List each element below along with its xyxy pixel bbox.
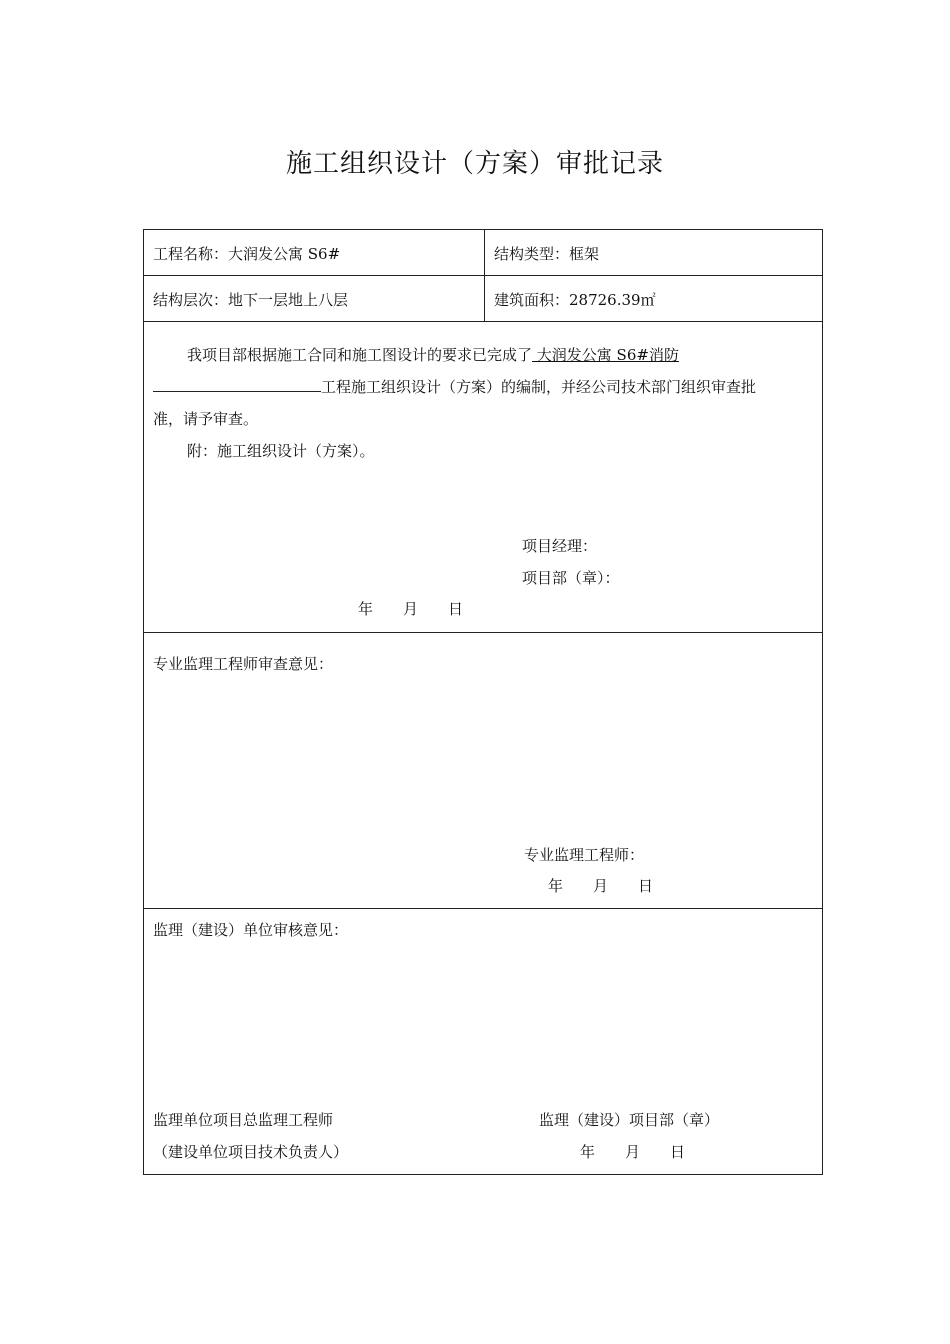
- application-date: 年 月 日: [358, 600, 464, 618]
- row-divider: [144, 632, 822, 633]
- column-divider: [484, 230, 485, 321]
- project-fill-in: 大润发公寓 S6#消防: [532, 346, 679, 364]
- unit-dept-seal-label: 监理（建设）项目部（章）: [539, 1111, 720, 1129]
- application-line-1-prefix: 我项目部根据施工合同和施工图设计的要求已完成了: [187, 346, 533, 364]
- engineer-signer-label: 专业监理工程师：: [524, 846, 645, 864]
- chief-engineer-label: 监理单位项目总监理工程师: [153, 1111, 334, 1129]
- underline-blank: [153, 377, 321, 392]
- application-line-2: [153, 377, 756, 397]
- row-divider: [144, 321, 822, 322]
- project-manager-label: 项目经理：: [522, 537, 598, 555]
- application-line-2-text: 工程施工组织设计（方案）的编制，并经公司技术部门组织审查批: [321, 378, 757, 396]
- tech-lead-label: （建设单位项目技术负责人）: [153, 1143, 349, 1161]
- project-dept-seal-label: 项目部（章）：: [522, 569, 620, 587]
- row-divider: [144, 275, 822, 276]
- structure-floors: 结构层次：地下一层地上八层: [153, 291, 349, 309]
- row-divider: [144, 908, 822, 909]
- engineer-review-date: 年 月 日: [548, 877, 654, 895]
- approval-form: [143, 229, 823, 1175]
- building-area: 建筑面积：28726.39㎡: [494, 291, 656, 309]
- unit-review-date: 年 月 日: [580, 1143, 686, 1161]
- unit-review-label: 监理（建设）单位审核意见：: [153, 921, 349, 939]
- page-title: 施工组织设计（方案）审批记录: [285, 149, 664, 179]
- engineer-review-label: 专业监理工程师审查意见：: [153, 655, 334, 673]
- application-line-3: 准，请予审查。: [153, 410, 259, 428]
- attachment-note: 附：施工组织设计（方案）。: [187, 442, 375, 460]
- project-name: 工程名称：大润发公寓 S6#: [153, 245, 341, 263]
- application-line-1: [187, 345, 679, 365]
- structure-type: 结构类型：框架: [494, 245, 600, 263]
